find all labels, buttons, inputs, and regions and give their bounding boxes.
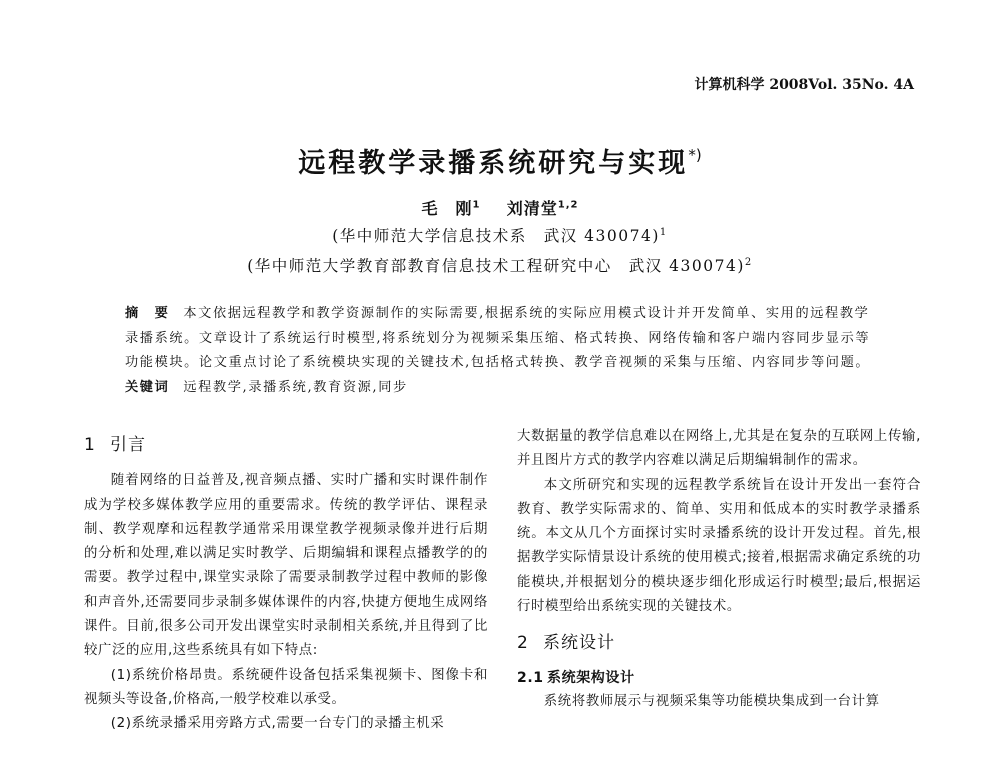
author-name: 刘清堂 xyxy=(506,199,558,218)
section-number: 1 xyxy=(84,435,96,455)
body-paragraph: (2)系统录播采用旁路方式,需要一台专门的录播主机采 xyxy=(110,716,445,732)
keywords-text: 远程教学,录播系统,教育资源,同步 xyxy=(183,379,408,395)
abstract-line xyxy=(125,302,915,327)
keywords-line xyxy=(125,376,915,401)
subsection-number: 2.1 xyxy=(517,669,544,686)
paper-title xyxy=(0,141,1000,180)
abstract-label: 摘 要 xyxy=(125,306,170,321)
affiliation xyxy=(0,224,1000,246)
body-paragraph: 系统将教师展示与视频采集等功能模块集成到一台计算 xyxy=(543,693,880,709)
author-name: 毛 刚 xyxy=(421,199,473,218)
affiliation-mark: 1 xyxy=(659,226,668,238)
subsection-title: 系统架构设计 xyxy=(547,669,635,686)
affiliation xyxy=(0,254,1000,276)
paper-title-text: 远程教学录播系统研究与实现 xyxy=(298,148,689,179)
section-title: 系统设计 xyxy=(543,633,615,654)
body-paragraph: (1)系统价格昂贵。系统硬件设备包括采集视频卡、图像卡和视频头等设备,价格高,一般学校难以承受。 xyxy=(84,667,488,707)
left-column xyxy=(84,425,488,737)
author-affil-mark: 1,2 xyxy=(557,199,579,211)
section-heading-intro xyxy=(84,433,488,457)
affiliation-text: (华中师范大学教育部教育信息技术工程研究中心 武汉 430074) xyxy=(247,257,745,275)
right-column xyxy=(517,425,921,714)
abstract-line: 录播系统。文章设计了系统运行时模型,将系统划分为视频采集压缩、格式转换、网络传输和客户端内容同步显示等 xyxy=(125,330,871,346)
section-title: 引言 xyxy=(110,435,146,455)
affiliation-mark: 2 xyxy=(744,256,753,268)
body-paragraph: 本文所研究和实现的远程教学系统旨在设计开发出一套符合教育、教学实际需求的、简单、实用和低成本的实时教学录播系统。本文从几个方面探讨实时录播系统的设计开发过程。首先,根据教学实际情景设计系统的使用模式;接着,根据需求确定系统的功能模块,并根据划分的模块逐步细化形成运行时模型;最后,根据运行时模型给出系统实现的关键技术。 xyxy=(517,477,921,615)
abstract xyxy=(125,302,915,400)
abstract-line: 功能模块。论文重点讨论了系统模块实现的关键技术,包括格式转换、教学音视频的采集与压缩、内容同步等问题。 xyxy=(125,355,871,370)
author-affil-mark: 1 xyxy=(472,199,481,211)
subsection-heading xyxy=(517,666,921,690)
section-number: 2 xyxy=(517,633,529,654)
keywords-label: 关键词 xyxy=(125,379,170,395)
body-paragraph: 大数据量的教学信息难以在网络上,尤其是在复杂的互联网上传输,并且图片方式的教学内容难以满足后期编辑制作的需求。 xyxy=(517,429,921,469)
journal-header: 计算机科学 2008Vol. 35No. 4A xyxy=(694,77,914,93)
title-footnote-mark: *) xyxy=(688,146,702,164)
section-heading-design xyxy=(517,631,921,655)
abstract-text: 本文依据远程教学和教学资源制作的实际需要,根据系统的实际应用模式设计并开发简单、实用的远程教学 xyxy=(183,306,870,321)
affiliation-text: (华中师范大学信息技术系 武汉 430074) xyxy=(332,227,660,245)
body-paragraph: 随着网络的日益普及,视音频点播、实时广播和实时课件制作成为学校多媒体教学应用的重要需求。传统的教学评估、课程录制、教学观摩和远程教学通常采用课堂教学视频录像并进行后期的分析和处理,难以满足实时教学、后期编辑和课程点播教学的的需要。教学过程中,课堂实录除了需要录制教学过程中教师的影像和声音外,还需要同步录制多媒体课件的内容,快捷方便地生成网络课件。目前,很多公司开发出课堂实时录制相关系统,并且得到了比较广泛的应用,这些系统具有如下特点: xyxy=(84,473,488,659)
authors xyxy=(0,196,1000,219)
